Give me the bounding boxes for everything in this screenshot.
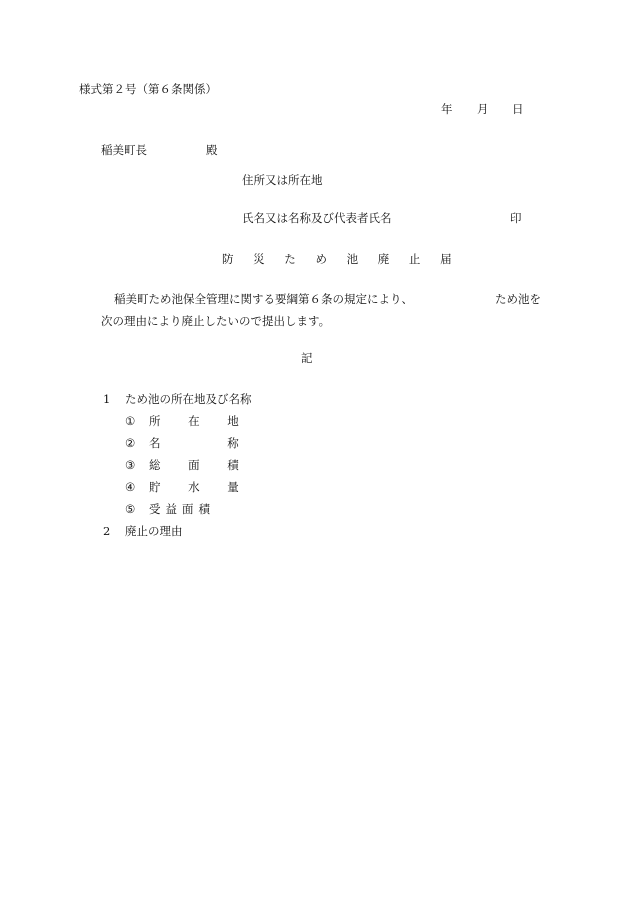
body-line-1b: ため池を [495,292,541,306]
body-line-2: 次の理由により廃止したいので提出します。 [101,314,331,328]
subitem-2-label: 名 称 [149,436,251,450]
subitem-1-mark: ① [125,414,136,428]
name-label: 氏名又は名称及び代表者氏名 [242,211,392,225]
form-number: 様式第２号（第６条関係） [79,82,217,96]
subitem-2-mark: ② [125,436,136,450]
subitem-5-label: 受益面積 [149,502,215,516]
subitem-4-mark: ④ [125,480,136,494]
subitem-3-label: 総 面 積 [149,458,251,472]
addressee-name: 稲美町長 [101,143,147,157]
document-title: 防 災 た め 池 廃 止 届 [222,252,460,266]
body-line-1a: 稲美町ため池保全管理に関する要綱第６条の規定により、 [114,292,413,306]
item-2-number: 2 [103,524,111,538]
date-month: 月 [477,102,489,116]
item-2-label: 廃止の理由 [125,524,183,538]
address-label: 住所又は所在地 [242,173,323,187]
subitem-3-mark: ③ [125,458,136,472]
ki-heading: 記 [301,351,313,365]
seal-mark: 印 [510,211,522,225]
subitem-4-label: 貯 水 量 [149,480,251,494]
addressee-honorific: 殿 [206,143,218,157]
subitem-1-label: 所 在 地 [149,414,251,428]
date-year: 年 [441,102,453,116]
date-day: 日 [512,102,524,116]
subitem-5-mark: ⑤ [125,502,136,516]
item-1-label: ため池の所在地及び名称 [125,392,252,406]
item-1-number: 1 [103,392,111,406]
